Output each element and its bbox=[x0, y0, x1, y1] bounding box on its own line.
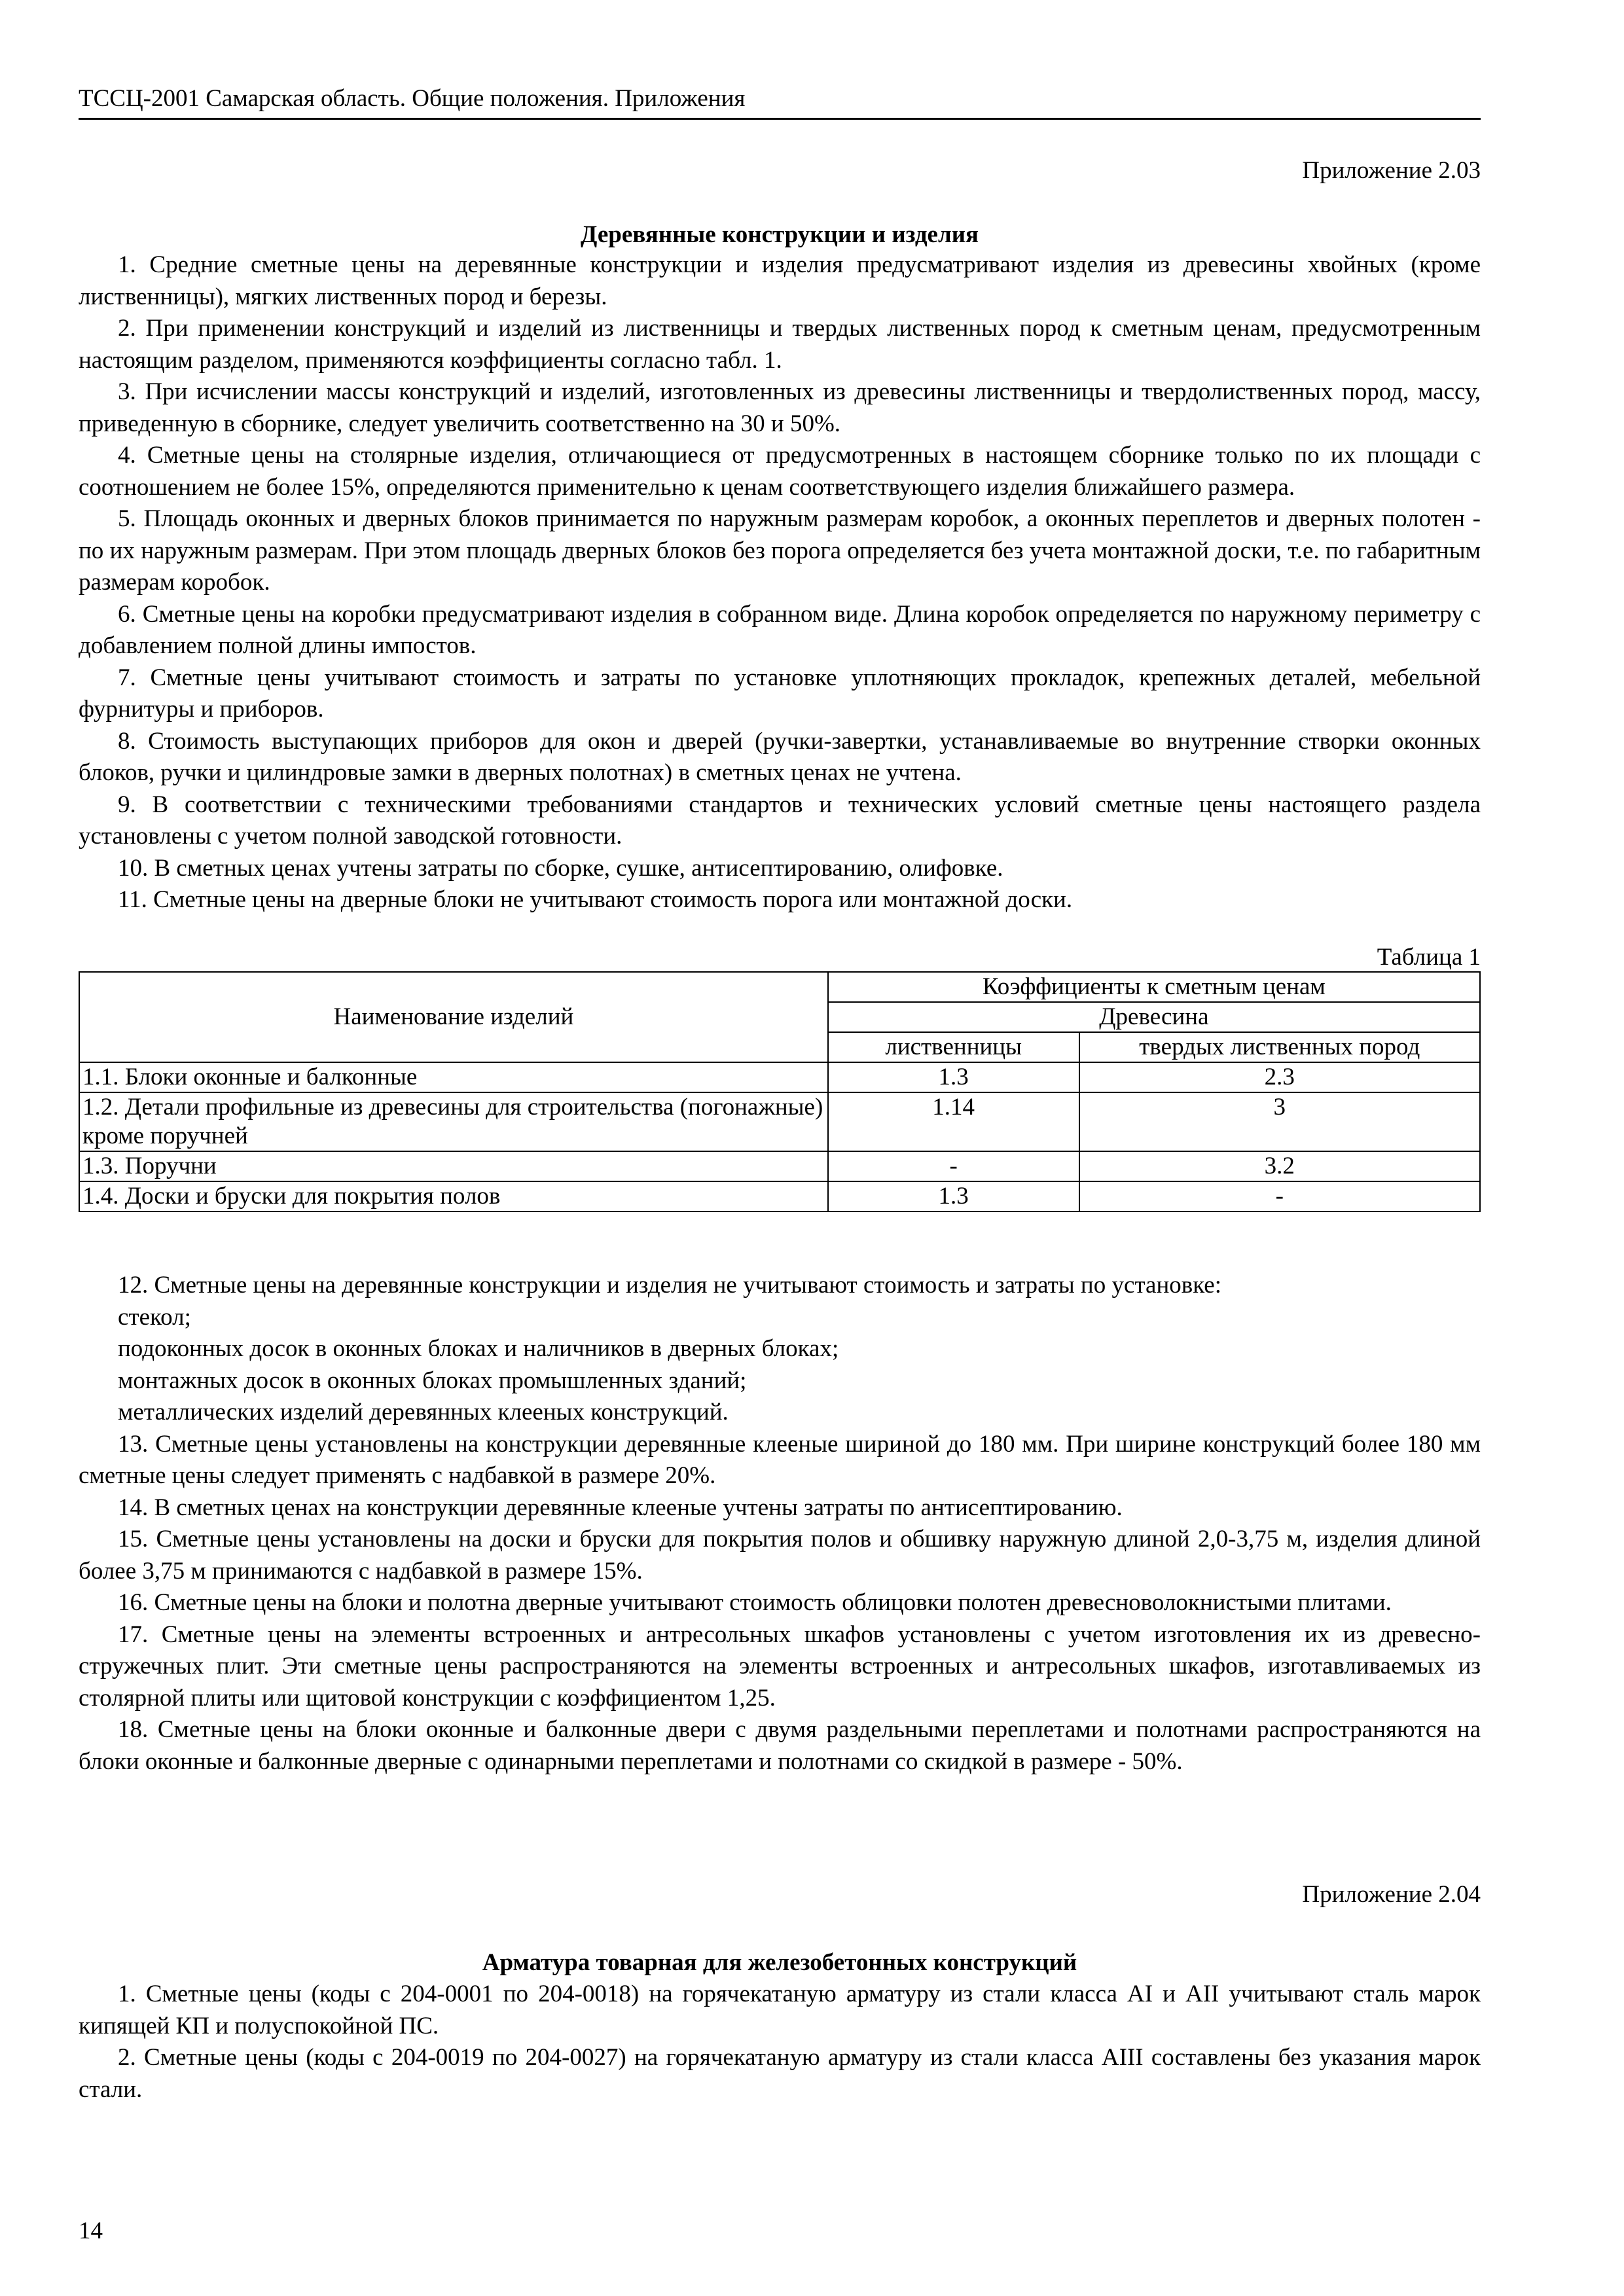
table-row bbox=[79, 1062, 1480, 1092]
row-larch: 1.3 bbox=[828, 1181, 1079, 1211]
paragraph: 7. Сметные цены учитывают стоимость и затраты по установке уплотняющих прокладок, крепежных деталей, мебельной фурнитуры и приборов. bbox=[79, 664, 1481, 723]
paragraph: 12. Сметные цены на деревянные конструкции и изделия не учитывают стоимость и затраты по установке: bbox=[118, 1272, 1221, 1299]
paragraphs-203 bbox=[79, 249, 1481, 916]
row-name: 1.1. Блоки оконные и балконные bbox=[79, 1062, 828, 1092]
paragraph: 11. Сметные цены на дверные блоки не учитывают стоимость порога или монтажной доски. bbox=[118, 886, 1073, 913]
list-item: подоконных досок в оконных блоках и наличников в дверных блоках; bbox=[118, 1335, 839, 1362]
paragraph: 1. Сметные цены (коды с 204-0001 по 204-0018) на горячекатаную арматуру из стали класса АI и АII учитывают сталь марок кипящей КП и полуспокойной ПС. bbox=[79, 1981, 1481, 2039]
page-number: 14 bbox=[79, 2217, 103, 2244]
paragraph: 1. Средние сметные цены на деревянные конструкции и изделия предусматривают изделия из древесины хвойных (кроме лиственницы), мягких лиственных пород и березы. bbox=[79, 251, 1481, 310]
section-title-204: Арматура товарная для железобетонных конструкций bbox=[482, 1949, 1077, 1976]
section-title-203: Деревянные конструкции и изделия bbox=[580, 221, 979, 248]
header-larch: лиственницы bbox=[828, 1032, 1079, 1062]
row-hardwood: 2.3 bbox=[1079, 1062, 1480, 1092]
paragraph: 9. В соответствии с техническими требованиями стандартов и технических условий сметные цены настоящего раздела установлены с учетом полной заводской готовности. bbox=[79, 791, 1481, 850]
paragraph: 10. В сметных ценах учтены затраты по сборке, сушке, антисептированию, олифовке. bbox=[118, 854, 1003, 882]
row-hardwood: 3.2 bbox=[1079, 1151, 1480, 1181]
paragraph: 5. Площадь оконных и дверных блоков принимается по наружным размерам коробок, а оконных переплетов и дверных полотен - по их наружным размерам. При этом площадь дверных блоков без порога определяется без учета монтажной доски, т.е. по габаритным размерам коробок. bbox=[79, 505, 1481, 596]
row-hardwood: - bbox=[1079, 1181, 1480, 1211]
paragraph: 8. Стоимость выступающих приборов для окон и дверей (ручки-завертки, устанавливаемые во внутренние створки оконных блоков, ручки и цилиндровые замки в дверных полотнах) в сметных ценах не учтена. bbox=[79, 727, 1481, 786]
paragraphs-203-after-table bbox=[79, 1270, 1481, 1778]
paragraph: 2. Сметные цены (коды с 204-0019 по 204-0027) на горячекатаную арматуру из стали класса АIII составлены без указания марок стали. bbox=[79, 2044, 1481, 2103]
paragraph: 14. В сметных ценах на конструкции деревянные клееные учтены затраты по антисептированию. bbox=[118, 1494, 1123, 1521]
table-row bbox=[79, 1092, 1480, 1151]
header-name: Наименование изделий bbox=[79, 972, 828, 1062]
paragraph: 15. Сметные цены установлены на доски и бруски для покрытия полов и обшивку наружную длиной 2,0-3,75 м, изделия длиной более 3,75 м принимаются с надбавкой в размере 15%. bbox=[79, 1526, 1481, 1585]
paragraph: 18. Сметные цены на блоки оконные и балконные двери с двумя раздельными переплетами и полотнами распространяются на блоки оконные и балконные дверные с одинарными переплетами и полотнами со скидкой в размере - 50%. bbox=[79, 1716, 1481, 1775]
paragraph: 4. Сметные цены на столярные изделия, отличающиеся от предусмотренных в настоящем сборнике только по их площади с соотношением не более 15%, определяются применительно к ценам соответствующего изделия ближайшего размера. bbox=[79, 442, 1481, 501]
row-hardwood: 3 bbox=[1079, 1092, 1480, 1151]
list-item: монтажных досок в оконных блоках промышленных зданий; bbox=[118, 1367, 747, 1394]
paragraph: 13. Сметные цены установлены на конструкции деревянные клееные шириной до 180 мм. При ширине конструкций более 180 мм сметные цены следует применять с надбавкой в размере 20%. bbox=[79, 1430, 1481, 1489]
row-larch: 1.14 bbox=[828, 1092, 1079, 1151]
coefficients-table bbox=[79, 971, 1481, 1212]
paragraph: 16. Сметные цены на блоки и полотна дверные учитывают стоимость облицовки полотен древесноволокнистыми плитами. bbox=[118, 1589, 1392, 1616]
table-caption: Таблица 1 bbox=[1377, 944, 1481, 971]
list-item: стекол; bbox=[118, 1303, 191, 1331]
header-subgroup: Древесина bbox=[828, 1002, 1480, 1032]
row-name: 1.4. Доски и бруски для покрытия полов bbox=[79, 1181, 828, 1211]
table-row bbox=[79, 1151, 1480, 1181]
row-name: 1.3. Поручни bbox=[79, 1151, 828, 1181]
row-name: 1.2. Детали профильные из древесины для строительства (погонажные) кроме поручней bbox=[79, 1092, 828, 1151]
appendix-label-203: Приложение 2.03 bbox=[1302, 157, 1481, 184]
running-header: ТССЦ-2001 Самарская область. Общие положения. Приложения bbox=[79, 84, 1481, 120]
appendix-label-204: Приложение 2.04 bbox=[1302, 1881, 1481, 1908]
paragraph: 3. При исчислении массы конструкций и изделий, изготовленных из древесины лиственницы и твердолиственных пород, массу, приведенную в сборнике, следует увеличить соответственно на 30 и 50%. bbox=[79, 378, 1481, 437]
paragraph: 2. При применении конструкций и изделий из лиственницы и твердых лиственных пород к сметным ценам, предусмотренным настоящим разделом, применяются коэффициенты согласно табл. 1. bbox=[79, 315, 1481, 374]
row-larch: 1.3 bbox=[828, 1062, 1079, 1092]
list-item: металлических изделий деревянных клееных конструкций. bbox=[118, 1399, 729, 1426]
paragraph: 6. Сметные цены на коробки предусматривают изделия в собранном виде. Длина коробок определяется по наружному периметру с добавлением полной длины импостов. bbox=[79, 600, 1481, 659]
table-row bbox=[79, 1181, 1480, 1211]
paragraphs-204 bbox=[79, 1979, 1481, 2106]
row-larch: - bbox=[828, 1151, 1079, 1181]
header-group: Коэффициенты к сметным ценам bbox=[828, 972, 1480, 1002]
paragraph: 17. Сметные цены на элементы встроенных и антресольных шкафов установлены с учетом изготовления их из древесно-стружечных плит. Эти сметные цены распространяются на элементы встроенных и антресольных шкафов, изготавливаемых из столярной плиты или щитовой конструкции с коэффициентом 1,25. bbox=[79, 1621, 1481, 1712]
header-hardwood: твердых лиственных пород bbox=[1079, 1032, 1480, 1062]
